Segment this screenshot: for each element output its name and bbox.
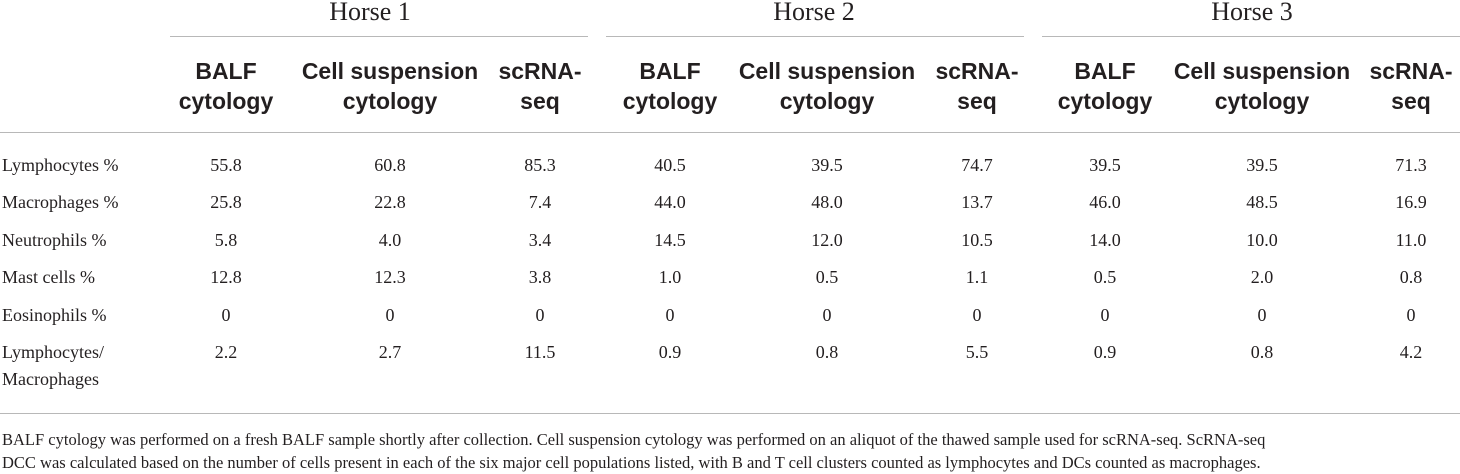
table-footnote <box>2 428 1458 474</box>
horse-2-title: Horse 2 <box>773 0 855 26</box>
table-cell: 1.1 <box>965 267 989 287</box>
table-cell: 0 <box>385 305 395 325</box>
table-cell: 40.5 <box>654 155 686 175</box>
col-head-h2-scrna: scRNA- seq <box>935 58 1019 114</box>
row-label-ratio-line2: Macrophages <box>2 369 99 389</box>
table-cell: 0.9 <box>1093 342 1117 362</box>
table-cell: 11.0 <box>1395 230 1427 250</box>
col-head-h2-balf: BALF cytology <box>622 58 718 114</box>
table-cell: 0.5 <box>815 267 839 287</box>
footer-rule <box>0 413 1460 414</box>
header-rule <box>0 132 1460 133</box>
footnote-line-2: DCC was calculated based on the number of cells present in each of the six major cell populations listed, with B and T cell clusters counted as lymphocytes and DCs counted as macrophages. <box>2 453 1261 472</box>
table-cell: 14.0 <box>1089 230 1121 250</box>
table-cell: 48.0 <box>811 192 843 212</box>
table-cell: 71.3 <box>1395 155 1427 175</box>
table-cell: 60.8 <box>374 155 406 175</box>
row-label-lymphocytes: Lymphocytes % <box>2 155 119 175</box>
table-cell: 2.0 <box>1250 267 1274 287</box>
table-cell: 0.9 <box>658 342 682 362</box>
table-cell: 14.5 <box>654 230 686 250</box>
table-cell: 11.5 <box>524 342 556 362</box>
footnote-line-1: BALF cytology was performed on a fresh BALF sample shortly after collection. Cell suspension cytology was performed on an aliquot of the thawed sample used for scRNA-seq. ScRNA-seq <box>2 430 1266 449</box>
table-cell: 55.8 <box>210 155 242 175</box>
table-cell: 12.3 <box>374 267 406 287</box>
col-head-h3-balf: BALF cytology <box>1057 58 1153 114</box>
table-cell: 25.8 <box>210 192 242 212</box>
table-cell: 2.7 <box>378 342 402 362</box>
table-cell: 39.5 <box>1089 155 1121 175</box>
table-cell: 44.0 <box>654 192 686 212</box>
table-cell: 12.0 <box>811 230 843 250</box>
row-label-macrophages: Macrophages % <box>2 192 119 212</box>
table-cell: 13.7 <box>961 192 993 212</box>
row-label-eosinophils: Eosinophils % <box>2 305 107 325</box>
table-cell: 10.5 <box>961 230 993 250</box>
table-cell: 39.5 <box>811 155 843 175</box>
table-cell: 1.0 <box>658 267 682 287</box>
table-cell: 5.8 <box>214 230 238 250</box>
table-cell: 46.0 <box>1089 192 1121 212</box>
row-label-neutrophils: Neutrophils % <box>2 230 107 250</box>
table-cell: 74.7 <box>961 155 993 175</box>
table-cell: 7.4 <box>528 192 552 212</box>
col-head-h1-balf: BALF cytology <box>178 58 274 114</box>
table-cell: 0 <box>1257 305 1267 325</box>
table-cell: 85.3 <box>524 155 556 175</box>
table-cell: 5.5 <box>965 342 989 362</box>
row-label-ratio-line1: Lymphocytes/ <box>2 342 104 362</box>
row-label-mast-cells: Mast cells % <box>2 267 95 287</box>
col-head-h3-scrna: scRNA- seq <box>1369 58 1453 114</box>
table-cell: 0.8 <box>1399 267 1423 287</box>
horse-1-title: Horse 1 <box>329 0 411 26</box>
table-cell: 10.0 <box>1246 230 1278 250</box>
horse-3-title: Horse 3 <box>1211 0 1293 26</box>
table-cell: 12.8 <box>210 267 242 287</box>
horse-3-rule <box>1042 36 1460 37</box>
horse-2-rule <box>606 36 1024 37</box>
col-head-h2-cell: Cell suspension cytology <box>738 58 916 114</box>
table-cell: 22.8 <box>374 192 406 212</box>
col-head-h1-cell: Cell suspension cytology <box>301 58 479 114</box>
table-cell: 0.8 <box>1250 342 1274 362</box>
table-cell: 3.4 <box>528 230 552 250</box>
table-cell: 0 <box>221 305 231 325</box>
col-head-h3-cell: Cell suspension cytology <box>1173 58 1351 114</box>
horse-1-rule <box>170 36 588 37</box>
table-cell: 16.9 <box>1395 192 1427 212</box>
table-cell: 48.5 <box>1246 192 1278 212</box>
table-cell: 2.2 <box>214 342 238 362</box>
table-cell: 4.2 <box>1399 342 1423 362</box>
col-head-h1-scrna: scRNA- seq <box>498 58 582 114</box>
table-cell: 0 <box>972 305 982 325</box>
table-cell: 4.0 <box>378 230 402 250</box>
table-cell: 0 <box>822 305 832 325</box>
table-cell: 39.5 <box>1246 155 1278 175</box>
table-cell: 0 <box>1406 305 1416 325</box>
table-cell: 0.5 <box>1093 267 1117 287</box>
table-cell: 0 <box>535 305 545 325</box>
table-cell: 0 <box>665 305 675 325</box>
table-cell: 0.8 <box>815 342 839 362</box>
table-cell: 0 <box>1100 305 1110 325</box>
table-cell: 3.8 <box>528 267 552 287</box>
